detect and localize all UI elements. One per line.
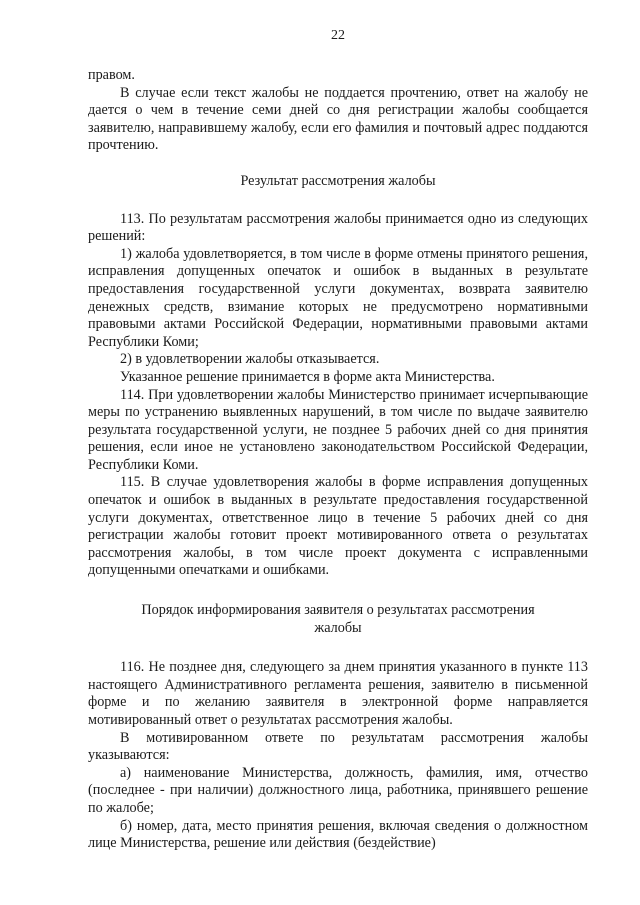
- section-heading-informing: [88, 602, 588, 637]
- section-heading-informing-line1: Порядок информирования заявителя о результатах рассмотрения: [141, 602, 535, 619]
- paragraph-115: 115. В случае удовлетворения жалобы в форме исправления допущенных опечаток и ошибок в выданных в результате предоставления государственной услуги документах, ответственное лицо в течение 5 рабочих дней со дня регистрации жалобы готовит проект мотивированного ответа о результатах рассмотрения жалобы, в том числе проект документа с исправленными допущенными опечатками и ошибками.: [88, 474, 588, 579]
- paragraph-motivated-intro: В мотивированном ответе по результатам рассмотрения жалобы указываются:: [88, 729, 588, 764]
- paragraph-continuation: правом.: [88, 67, 135, 83]
- paragraph-unreadable-complaint: В случае если текст жалобы не поддается прочтению, ответ на жалобу не дается о чем в течение семи дней со дня регистрации жалобы сообщается заявителю, направившему жалобу, если его фамилия и почтовый адрес поддаются прочтению.: [88, 84, 588, 154]
- list-item-b: б) номер, дата, место принятия решения, включая сведения о должностном лице Министерства, решение или действия (бездействие): [88, 817, 588, 852]
- paragraph-113: 113. По результатам рассмотрения жалобы принимается одно из следующих решений:: [88, 210, 588, 245]
- list-item-1: 1) жалоба удовлетворяется, в том числе в форме отмены принятого решения, исправления допущенных опечаток и ошибок в выданных в результате предоставления государственной услуги документах, возврата заявителю денежных средств, взимание которых не предусмотрено нормативными правовыми актами Российской Федерации, нормативными правовыми актами Республики Коми;: [88, 245, 588, 350]
- paragraph-116: 116. Не позднее дня, следующего за днем принятия указанного в пункте 113 настоящего Административного регламента решения, заявителю в письменной форме и по желанию заявителя в электронной форме направляется мотивированный ответ о результатах рассмотрения жалобы.: [88, 659, 588, 728]
- list-item-a: а) наименование Министерства, должность, фамилия, имя, отчество (последнее - при наличии) должностного лица, работника, принявшего решение по жалобе;: [88, 764, 588, 816]
- section-heading-result: Результат рассмотрения жалобы: [240, 172, 436, 189]
- list-item-2: 2) в удовлетворении жалобы отказывается.: [120, 351, 380, 368]
- page-number: 22: [331, 28, 345, 43]
- paragraph-decision: Указанное решение принимается в форме акта Министерства.: [120, 368, 495, 385]
- paragraph-114: 114. При удовлетворении жалобы Министерство принимает исчерпывающие меры по устранению выявленных нарушений, в том числе по выдаче заявителю результата государственной услуги, не позднее 5 рабочих дней со дня принятия решения, если иное не установлено законодательством Российской Федерации, Республики Коми.: [88, 386, 588, 473]
- section-heading-informing-line2: жалобы: [314, 619, 362, 636]
